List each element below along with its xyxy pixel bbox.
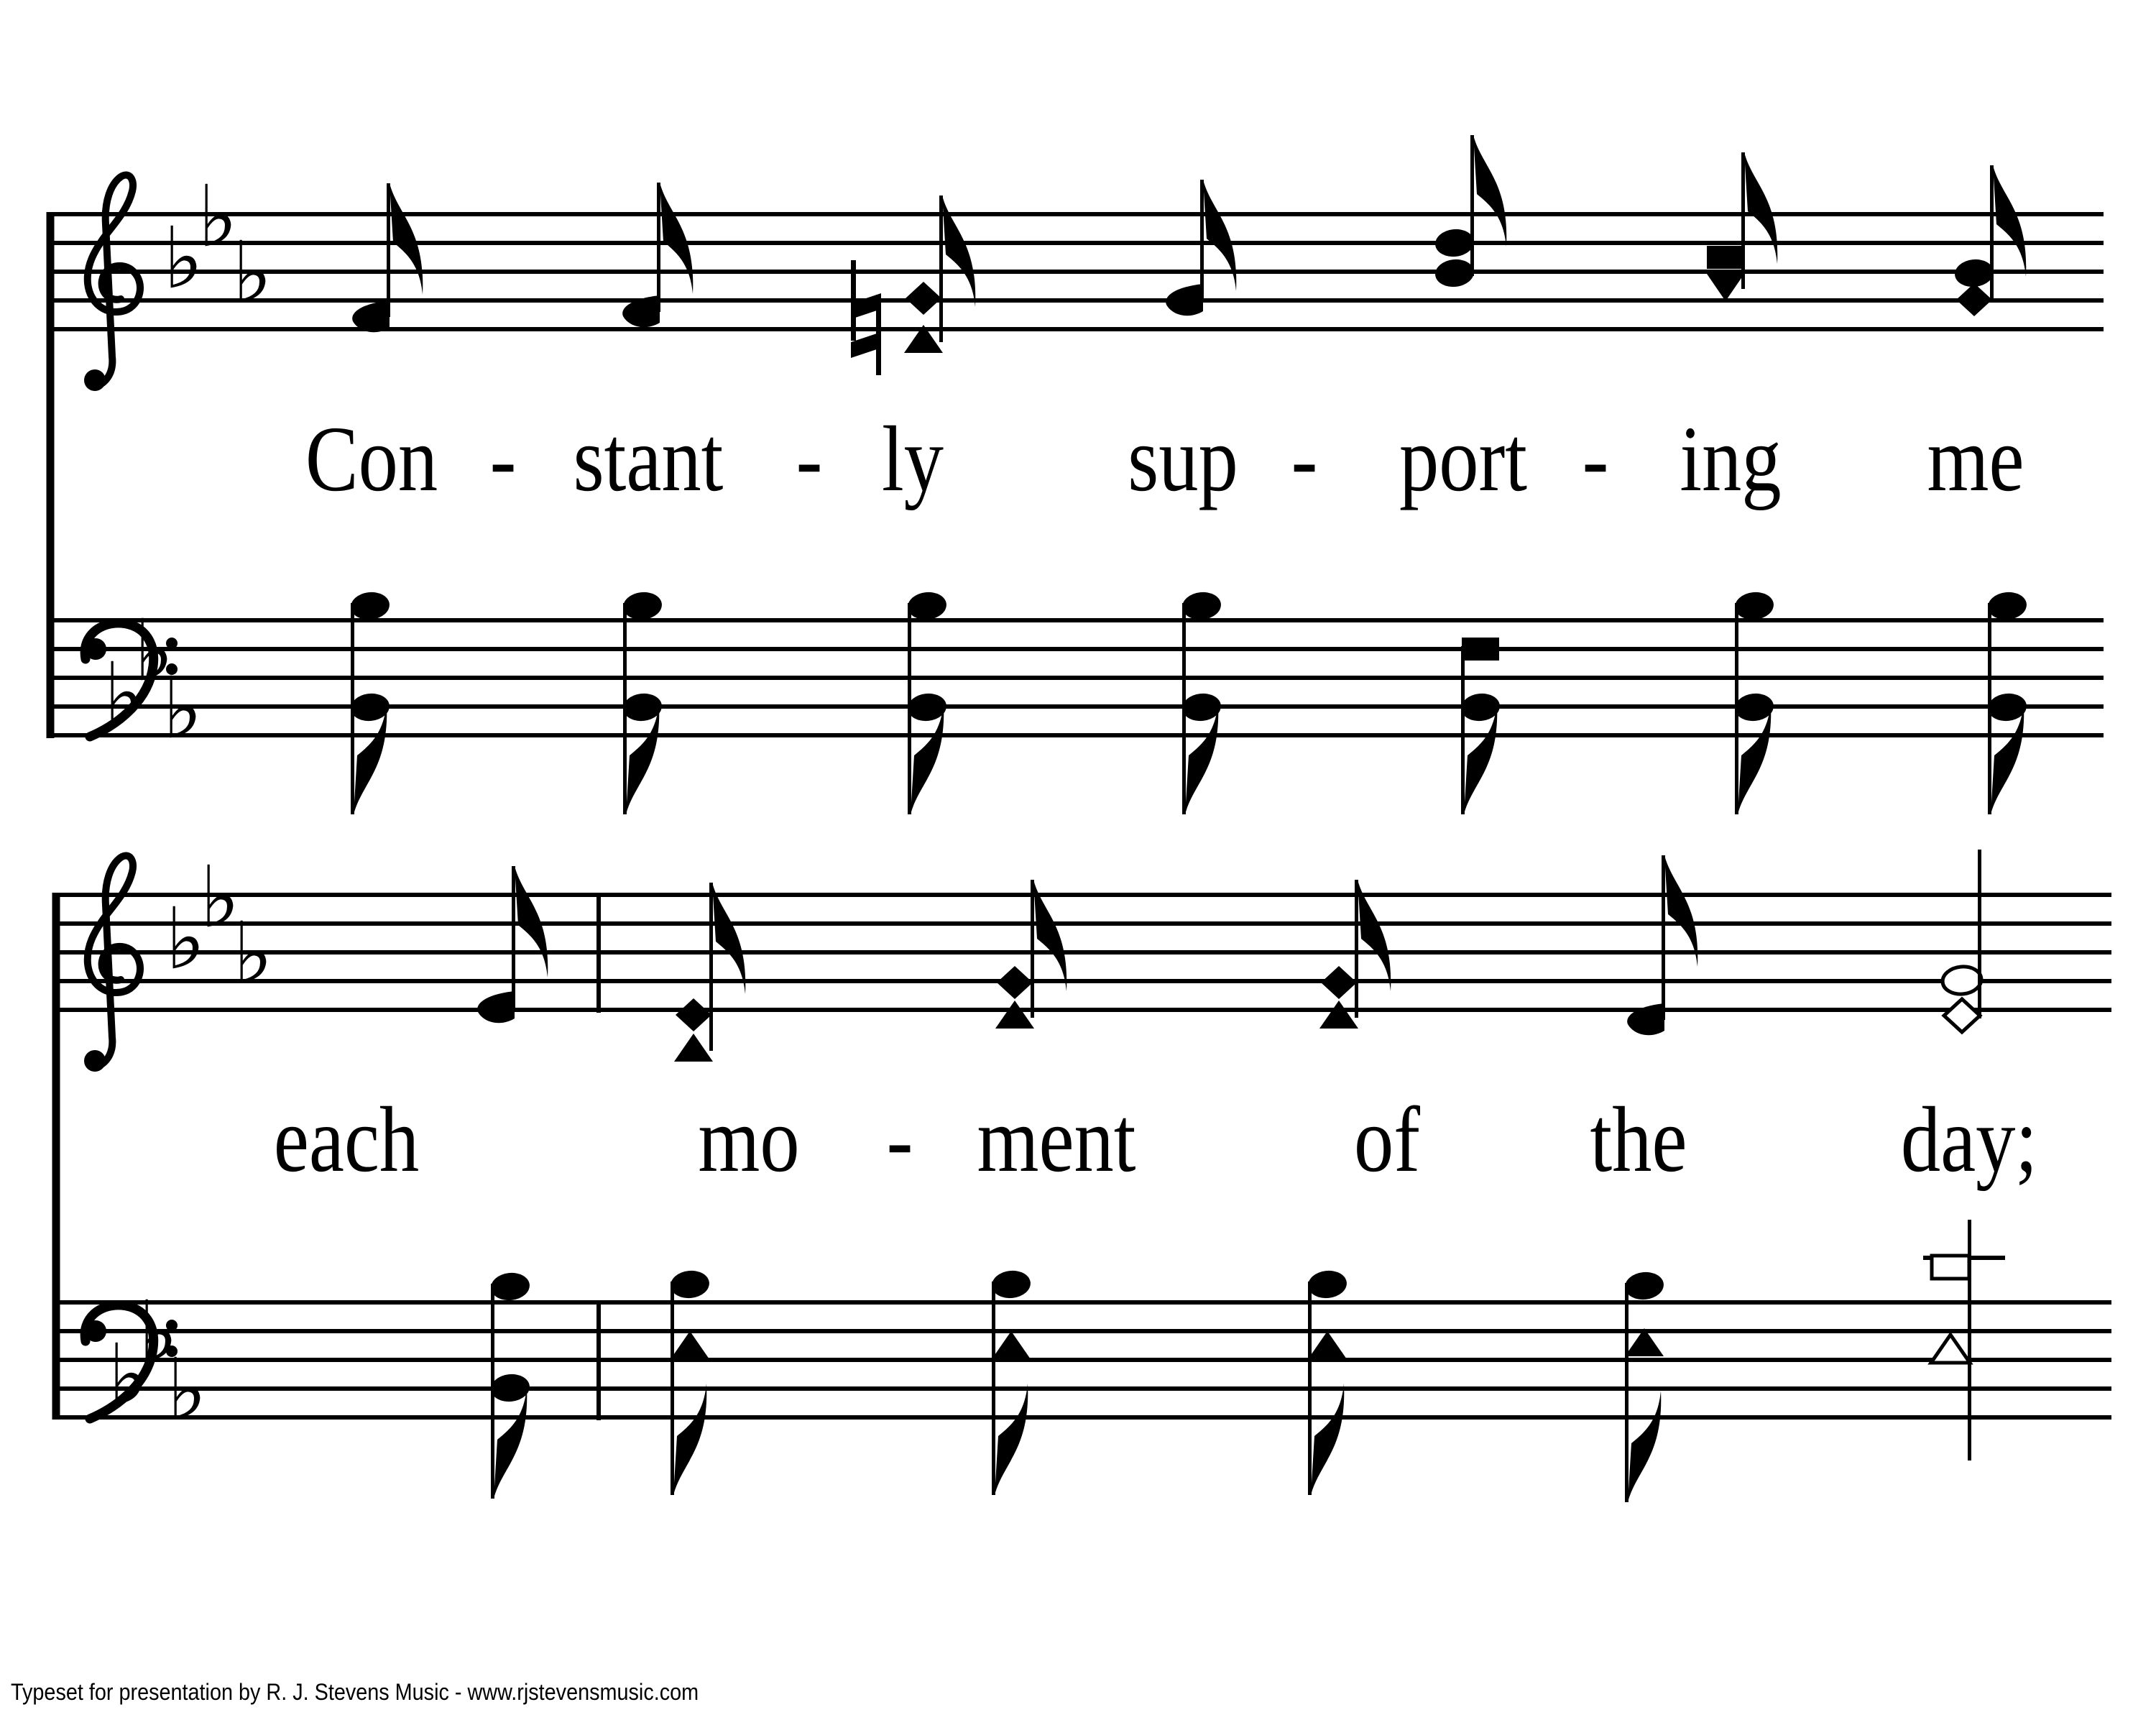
lyric-syllable: mo	[698, 1088, 800, 1192]
eighth-flag-icon	[712, 883, 745, 994]
note	[489, 1271, 531, 1499]
notehead-diamond	[1956, 283, 1992, 316]
lyric-syllable: ing	[1680, 408, 1782, 511]
note	[1733, 590, 1775, 814]
flat-icon: ♭	[167, 1340, 207, 1439]
note	[352, 183, 423, 332]
barline	[596, 895, 601, 1013]
lyric-syllable: port	[1399, 408, 1528, 511]
treble-clef-icon	[84, 855, 140, 1072]
treble-staff-system-2	[56, 893, 2111, 1012]
lyric-syllable: the	[1590, 1088, 1687, 1192]
eighth-flag-icon	[1993, 165, 2026, 277]
eighth-flag-icon	[1473, 135, 1506, 247]
flat-icon: ♭	[108, 1325, 148, 1425]
natural-icon	[851, 260, 881, 375]
notehead-rect	[1707, 246, 1744, 269]
notehead-diamond	[676, 998, 711, 1031]
notehead-triangle-hollow	[1931, 1335, 1970, 1363]
notehead-oval	[1733, 590, 1775, 621]
notehead-oval	[1434, 227, 1475, 258]
flat-icon: ♭	[138, 1282, 178, 1381]
lyric-syllable: sup	[1128, 408, 1238, 511]
eighth-flag-icon	[1664, 855, 1697, 967]
note	[1941, 850, 1983, 1032]
note	[1986, 590, 2028, 814]
flat-icon: ♭	[232, 223, 272, 322]
notehead-oval	[489, 1372, 531, 1403]
lyric-hyphen: -	[1291, 408, 1318, 511]
notehead-oval	[669, 1269, 711, 1300]
lyric-syllable: day;	[1900, 1088, 2038, 1192]
eighth-flag-icon	[1311, 1384, 1344, 1495]
note	[906, 590, 948, 814]
lyric-syllable: me	[1927, 408, 2024, 511]
notehead-oval	[1181, 590, 1222, 621]
flat-icon: ♭	[165, 889, 206, 988]
flat-icon: ♭	[163, 208, 203, 308]
note	[674, 883, 745, 1062]
eighth-flag-icon	[390, 183, 423, 295]
typeset-credit	[11, 1680, 775, 1703]
lyric-hyphen: -	[489, 408, 517, 511]
notehead-rect	[1462, 638, 1499, 661]
notehead-oval	[906, 590, 948, 621]
lyric-hyphen: -	[796, 408, 823, 511]
barline	[52, 893, 60, 1420]
lyric-syllable: ment	[977, 1088, 1136, 1192]
eighth-flag-icon	[1744, 152, 1777, 264]
notehead-oval	[489, 1271, 531, 1302]
flat-icon: ♭	[200, 847, 240, 947]
flat-icon: ♭	[103, 644, 144, 743]
flat-icon: ♭	[233, 903, 273, 1003]
notehead-diamond-hollow	[1944, 999, 1980, 1032]
flat-icon: ♭	[162, 658, 203, 758]
eighth-flag-icon	[494, 1387, 527, 1499]
note	[1707, 152, 1777, 301]
lyric-syllable: of	[1353, 1088, 1421, 1192]
notehead-triangle-down	[1707, 274, 1744, 301]
notehead-cup	[477, 991, 515, 1023]
notehead-triangle	[671, 1331, 709, 1359]
bass-staff-system-2	[56, 1300, 2111, 1420]
note	[1460, 638, 1501, 814]
eighth-flag-icon	[1203, 180, 1236, 291]
note	[622, 183, 693, 327]
barline	[47, 212, 55, 738]
notehead-diamond	[997, 966, 1033, 999]
notehead-diamond	[1321, 966, 1357, 999]
notehead-triangle	[1308, 1331, 1347, 1359]
barline	[596, 1302, 601, 1420]
notehead-oval	[1434, 257, 1475, 288]
lyric-syllable: stant	[573, 408, 724, 511]
note	[1434, 135, 1506, 289]
eighth-flag-icon	[995, 1384, 1028, 1495]
note	[1623, 1270, 1665, 1502]
lyric-syllable: each	[273, 1088, 420, 1192]
note	[622, 590, 663, 814]
notehead-oval	[990, 1269, 1032, 1300]
eighth-flag-icon	[673, 1384, 706, 1495]
eighth-flag-icon	[660, 183, 693, 294]
notehead-rect-hollow	[1932, 1256, 1969, 1279]
flat-icon: ♭	[198, 167, 238, 266]
notehead-oval-hollow	[1941, 965, 1983, 995]
note	[349, 590, 391, 814]
lyric-hyphen: -	[1582, 408, 1609, 511]
notehead-triangle	[1319, 1000, 1358, 1029]
notehead-cup	[1166, 284, 1203, 316]
notehead-triangle	[992, 1331, 1031, 1359]
notehead-oval	[1986, 590, 2028, 621]
bass-staff-system-1	[50, 618, 2104, 737]
typeset-credit-text: Typeset for presentation by R. J. Stevens Music - www.rjstevensmusic.com	[11, 1679, 699, 1705]
notehead-oval	[1307, 1269, 1348, 1300]
lyric-syllable: ly	[882, 408, 944, 511]
notehead-oval	[622, 590, 663, 621]
note	[1181, 590, 1222, 814]
flat-icon: ♭	[134, 601, 174, 700]
treble-clef-icon	[84, 175, 140, 391]
lyric-syllable: Con	[305, 408, 438, 511]
note	[1931, 1220, 1971, 1460]
notehead-oval	[349, 590, 391, 621]
notehead-diamond	[906, 282, 941, 315]
note	[477, 866, 548, 1023]
notehead-oval	[1623, 1270, 1665, 1301]
notehead-triangle	[995, 1000, 1034, 1029]
note	[1166, 180, 1236, 316]
eighth-flag-icon	[1628, 1391, 1661, 1502]
notehead-triangle	[674, 1034, 713, 1062]
lyric-hyphen: -	[886, 1088, 913, 1192]
